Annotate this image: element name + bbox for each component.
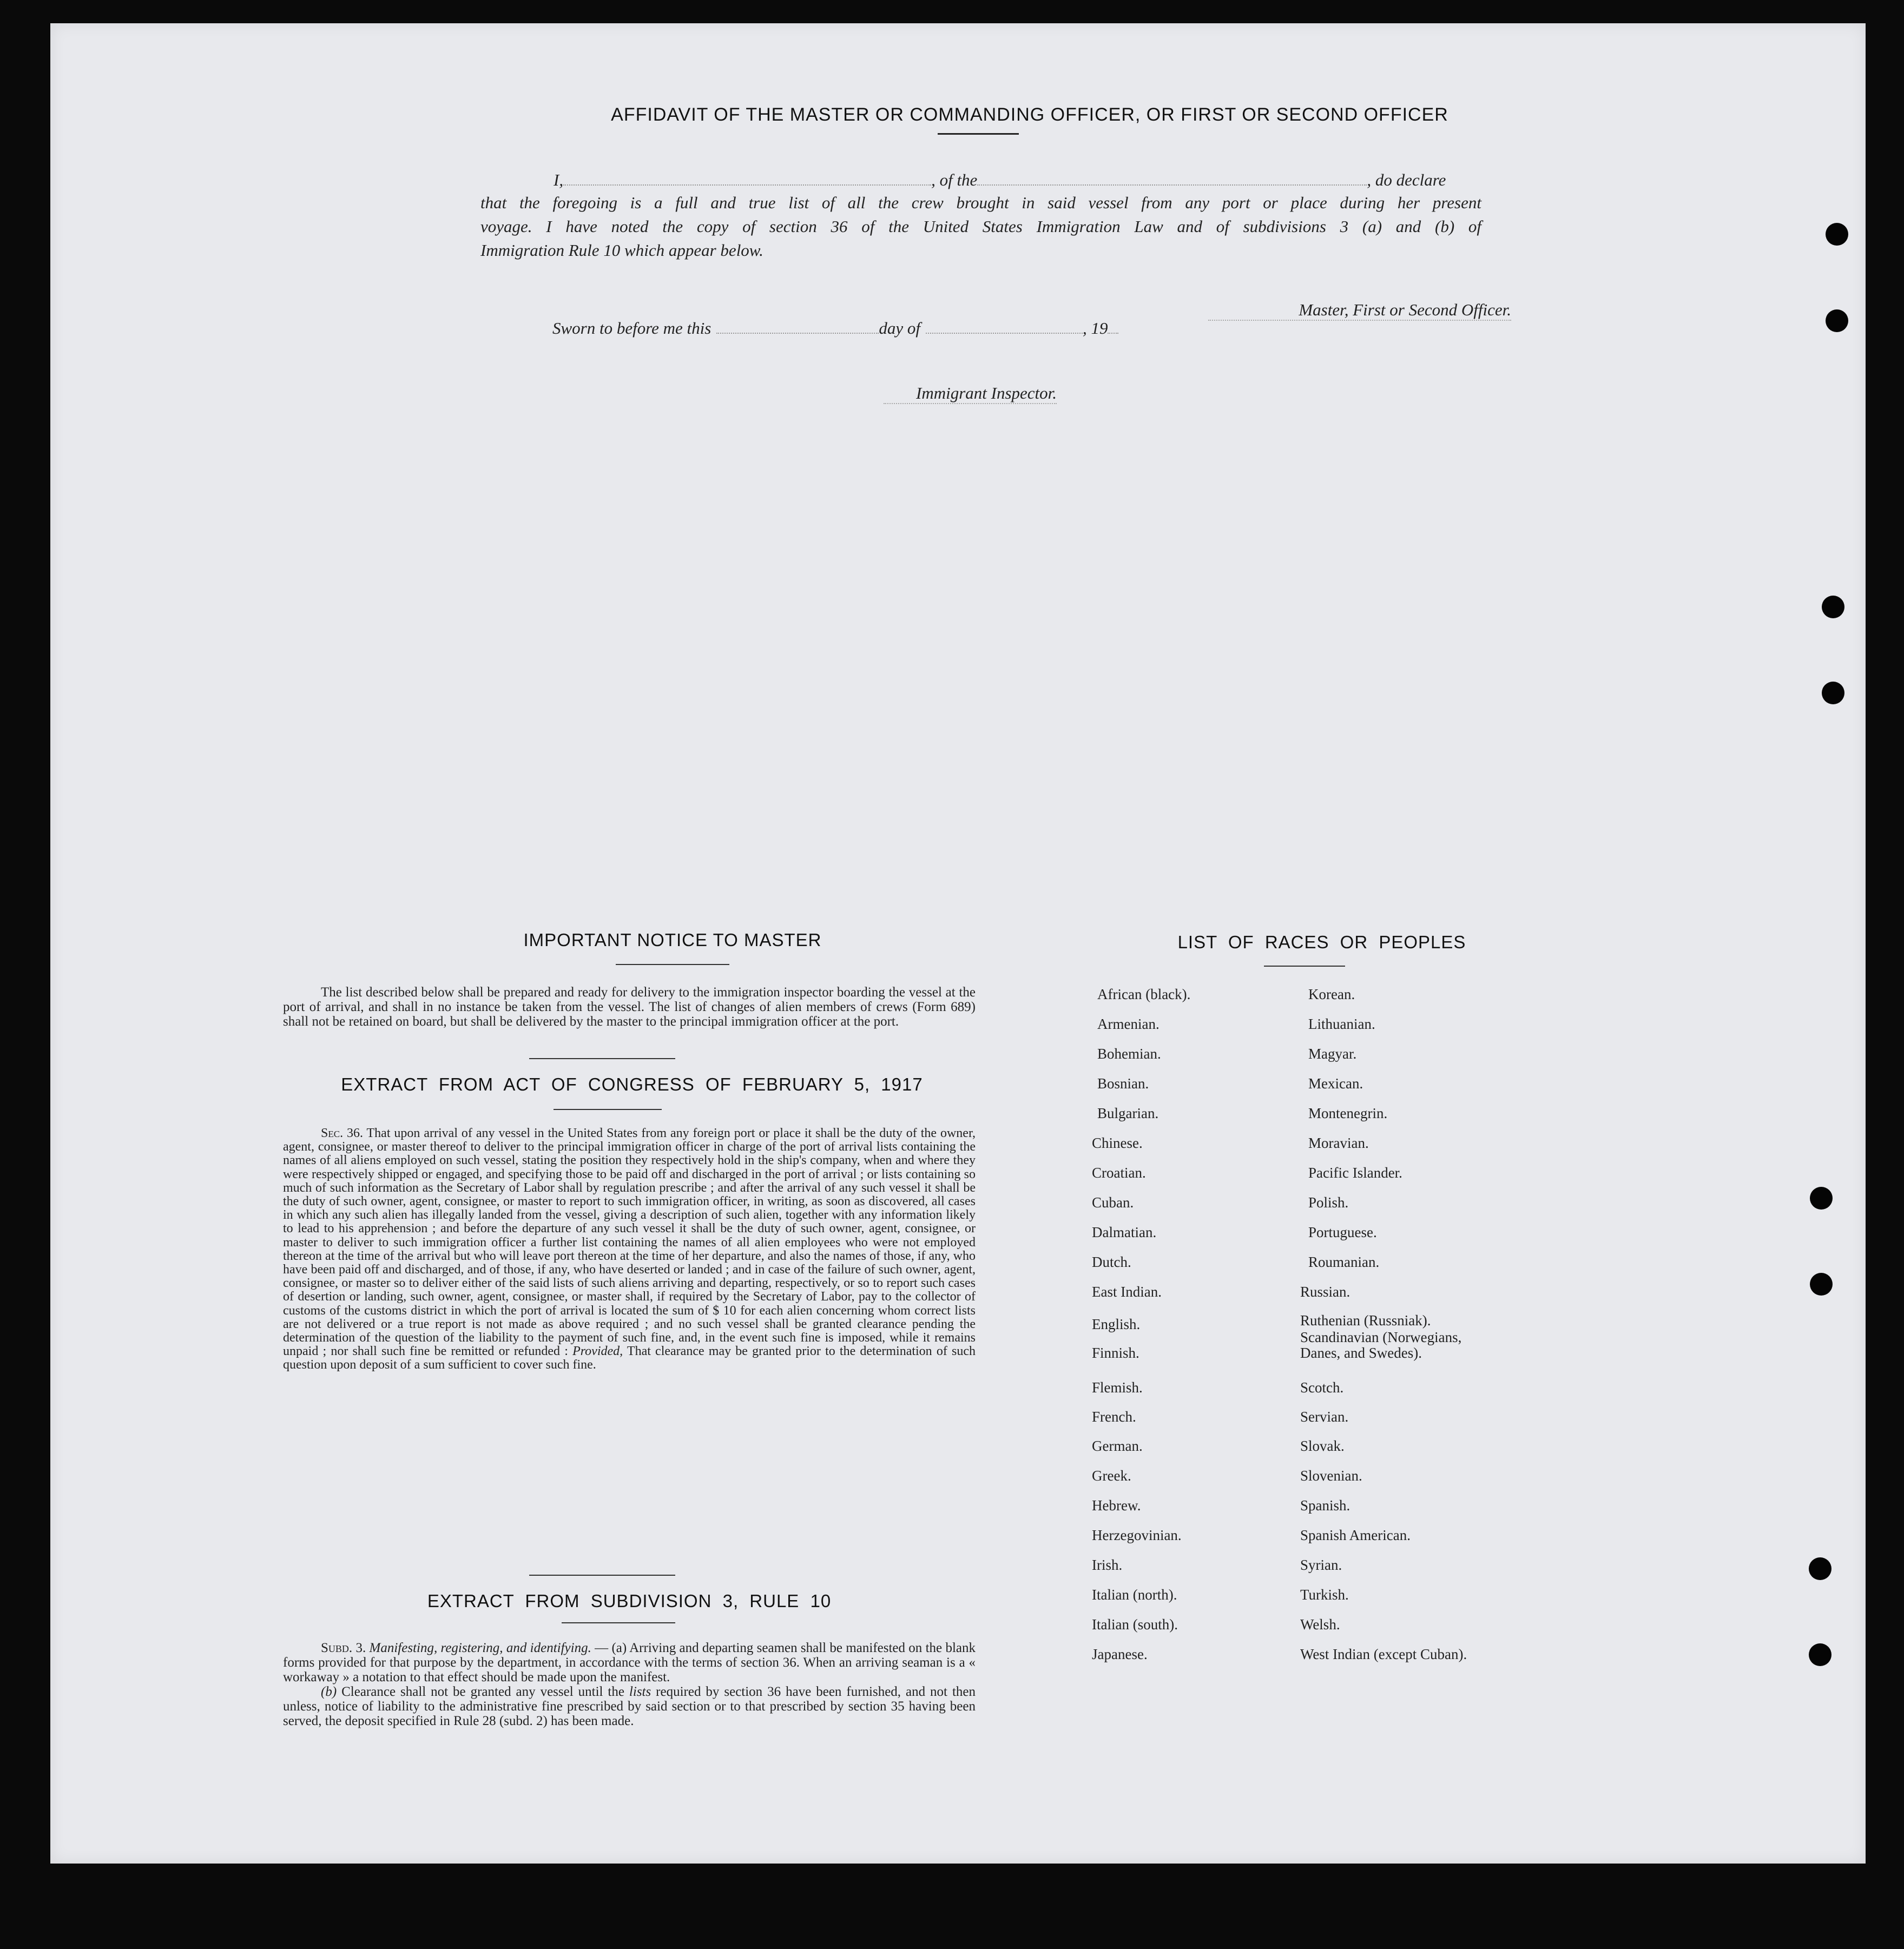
punch-hole <box>1809 1557 1831 1580</box>
affidavit-i: I, <box>554 170 564 189</box>
rule-b-label: (b) <box>321 1684 337 1699</box>
race-item: German. <box>1092 1438 1143 1454</box>
affidavit-line-1 <box>554 170 1446 190</box>
master-signature-line <box>1208 320 1511 321</box>
race-item: Turkish. <box>1300 1587 1349 1603</box>
race-item: Mexican. <box>1308 1075 1363 1092</box>
race-item: Japanese. <box>1092 1646 1148 1662</box>
act-sec-label: Sec. 36. <box>321 1126 364 1140</box>
race-item: Slovenian. <box>1300 1468 1362 1484</box>
title-underline <box>938 133 1019 135</box>
sworn-month-blank <box>926 333 1083 334</box>
races-title-rule <box>1264 966 1345 967</box>
notice-title-rule <box>616 964 729 965</box>
punch-hole <box>1826 223 1848 246</box>
race-item: Polish. <box>1308 1194 1349 1211</box>
race-item: Spanish American. <box>1300 1527 1411 1543</box>
notice-text: The list described below shall be prepared and ready for delivery to the immigration inspector boarding the vessel at the port of arrival, and shall in no instance be taken from the vessel. The list of changes of alien members of crews (Form 689) shall not be retained on board, but shall be delivered by the master to the principal immigration officer at the port. <box>283 985 976 1029</box>
race-item: Roumanian. <box>1308 1254 1380 1270</box>
sworn-day-blank <box>716 333 879 334</box>
punch-hole <box>1810 1187 1833 1210</box>
race-item: Servian. <box>1300 1409 1349 1425</box>
race-item: Syrian. <box>1300 1557 1342 1573</box>
rule-subd-heading: Manifesting, registering, and identifying. <box>369 1641 591 1655</box>
race-item: Spanish. <box>1300 1497 1350 1514</box>
race-item: Irish. <box>1092 1557 1123 1573</box>
race-item: Bulgarian. <box>1097 1105 1159 1121</box>
rule-b-text-1: Clearance shall not be granted any vessel until the <box>341 1684 624 1699</box>
inspector-label: Immigrant Inspector. <box>916 384 1057 402</box>
race-item: Pacific Islander. <box>1308 1165 1402 1181</box>
day-of-text: day of <box>879 319 920 338</box>
divider <box>529 1575 675 1576</box>
act-text <box>283 1127 976 1372</box>
race-item: English. <box>1092 1316 1141 1332</box>
races-title: LIST OF RACES OR PEOPLES <box>1177 932 1466 952</box>
affidavit-line-2: that the foregoing is a full and true list of all the crew brought in said vessel from any port or place during her present <box>480 193 1481 212</box>
race-item: Bosnian. <box>1097 1075 1149 1092</box>
race-item: Montenegrin. <box>1308 1105 1388 1121</box>
race-item: Portuguese. <box>1308 1224 1377 1240</box>
race-item: Dalmatian. <box>1092 1224 1157 1240</box>
race-item: Croatian. <box>1092 1165 1146 1181</box>
punch-hole <box>1822 682 1844 704</box>
race-item: Greek. <box>1092 1468 1131 1484</box>
race-item: African (black). <box>1097 986 1191 1002</box>
race-item: West Indian (except Cuban). <box>1300 1646 1467 1662</box>
act-provided-label: Provided, <box>572 1344 623 1359</box>
race-item: Ruthenian (Russniak). <box>1300 1312 1431 1329</box>
race-item: Armenian. <box>1097 1016 1159 1032</box>
rule-paragraph-b <box>283 1684 976 1728</box>
affidavit-title: AFFIDAVIT OF THE MASTER OR COMMANDING OFFICER, OR FIRST OR SECOND OFFICER <box>611 104 1448 125</box>
divider <box>529 1058 675 1059</box>
race-item: Scotch. <box>1300 1379 1344 1396</box>
affidavit-declare: , do declare <box>1367 170 1446 189</box>
race-item: Italian (north). <box>1092 1587 1177 1603</box>
punch-hole <box>1826 309 1848 332</box>
race-item: Russian. <box>1300 1284 1350 1300</box>
race-item: Dutch. <box>1092 1254 1131 1270</box>
race-item: Finnish. <box>1092 1345 1139 1361</box>
race-item: Flemish. <box>1092 1379 1143 1396</box>
sworn-line <box>552 319 1118 338</box>
race-item: Herzegovinian. <box>1092 1527 1182 1543</box>
rule-b-lists: lists <box>629 1684 651 1699</box>
act-body: That upon arrival of any vessel in the United States from any foreign port or place it shall be the duty of the owner, agent, consignee, or master thereof to deliver to the principal immigration officer in charge of the port of arrival lists containing the names of all aliens employed on such vessel, stating the position they respectively hold in the ship's company, when and where they were respectively shipped or engaged, and specifying those to be paid off and discharged in the port of arrival ; or lists containing so much of such information as the Secretary of Labor shall by regulation prescribe ; and after the arrival of any such vessel it shall be the duty of such owner, agent, consignee, or master to report to such immigration officer, in writing, as soon as discovered, all cases in which any such alien has illegally landed from the vessel, giving a description of such alien, together with any information likely to lead to his apprehension ; and before the departure of any such vessel it shall be the duty of such owner, agent, consignee, or master to deliver to such immigration officer a further list containing the names of all alien employees who were not employed thereon at the time of the arrival but who will leave port thereon at the time of her departure, and also the names of those, if any, who have been paid off and discharged, and of those, if any, who have deserted or landed ; and in case of the failure of such owner, agent, consignee, or master so to deliver either of the said lists of such aliens arriving and departing, respectively, or so to report such cases of desertion or landing, such owner, agent, consignee, or master shall, if required by the Secretary of Labor, pay to the collector of customs of the customs district in which the port of arrival is located the sum of $ 10 for each alien concerning whom correct lists are not delivered or a true report is not made as above required ; and no such vessel shall be granted clearance pending the determination of the question of the liability to the payment of such fine, and, in the event such fine is imposed, while it remains unpaid ; nor shall such fine be remitted or refunded : <box>283 1126 976 1359</box>
race-item: Hebrew. <box>1092 1497 1141 1514</box>
punch-hole <box>1822 596 1844 618</box>
race-item: East Indian. <box>1092 1284 1162 1300</box>
master-signature-label: Master, First or Second Officer. <box>1299 300 1511 319</box>
document-page <box>50 23 1866 1864</box>
race-item: Slovak. <box>1300 1438 1345 1454</box>
vessel-blank <box>977 184 1367 186</box>
name-blank <box>563 184 931 186</box>
affidavit-line-3: voyage. I have noted the copy of section 36 of the United States Immigration Law and of subdivisions 3 (a) and (b) of <box>480 217 1481 236</box>
race-item: Magyar. <box>1308 1046 1357 1062</box>
inspector-signature-line <box>884 403 1057 404</box>
rule-a-text: — (a) Arriving and departing seamen shall be manifested on the blank forms provided for that purpose by the department, in accordance with the terms of section 36. When an arriving seaman is a « workaway » a notation to that effect should be made upon the manifest. <box>283 1641 976 1684</box>
year-text: , 19 <box>1082 319 1108 338</box>
rule-paragraph-a <box>283 1641 976 1684</box>
race-item: French. <box>1092 1409 1136 1425</box>
race-item: Cuban. <box>1092 1194 1134 1211</box>
rule-text <box>283 1641 976 1728</box>
act-title: EXTRACT FROM ACT OF CONGRESS OF FEBRUARY 5, 1917 <box>341 1074 923 1094</box>
race-item: Chinese. <box>1092 1135 1143 1151</box>
rule-subd-label: Subd. 3. <box>321 1641 366 1655</box>
act-body-end: That clearance may be granted prior to the determination of such question upon deposit of a sum sufficient to cover such fine. <box>283 1344 976 1372</box>
punch-hole <box>1810 1273 1833 1296</box>
rule-title: EXTRACT FROM SUBDIVISION 3, RULE 10 <box>427 1591 832 1611</box>
race-item: Korean. <box>1308 986 1355 1002</box>
race-item: Lithuanian. <box>1308 1016 1375 1032</box>
race-item: Scandinavian (Norwegians, <box>1300 1329 1462 1345</box>
race-item: Bohemian. <box>1097 1046 1161 1062</box>
punch-hole <box>1809 1643 1831 1666</box>
sworn-text: Sworn to before me this <box>552 319 711 338</box>
race-item: Danes, and Swedes). <box>1300 1345 1422 1361</box>
affidavit-of-the: , of the <box>931 170 978 189</box>
race-item: Welsh. <box>1300 1616 1340 1633</box>
act-title-rule <box>554 1109 662 1110</box>
rule-title-rule <box>562 1622 675 1623</box>
rule-b-text-2: required by section 36 have been furnished, and not then unless, notice of liability to the administrative fine prescribed by said section or to that prescribed by section 35 having been served, the deposit specified in Rule 28 (subd. 2) has been made. <box>283 1684 976 1728</box>
race-item: Moravian. <box>1308 1135 1369 1151</box>
race-item: Italian (south). <box>1092 1616 1178 1633</box>
affidavit-line-4: Immigration Rule 10 which appear below. <box>480 241 763 260</box>
sworn-year-blank <box>1108 333 1118 334</box>
notice-title: IMPORTANT NOTICE TO MASTER <box>523 930 822 950</box>
